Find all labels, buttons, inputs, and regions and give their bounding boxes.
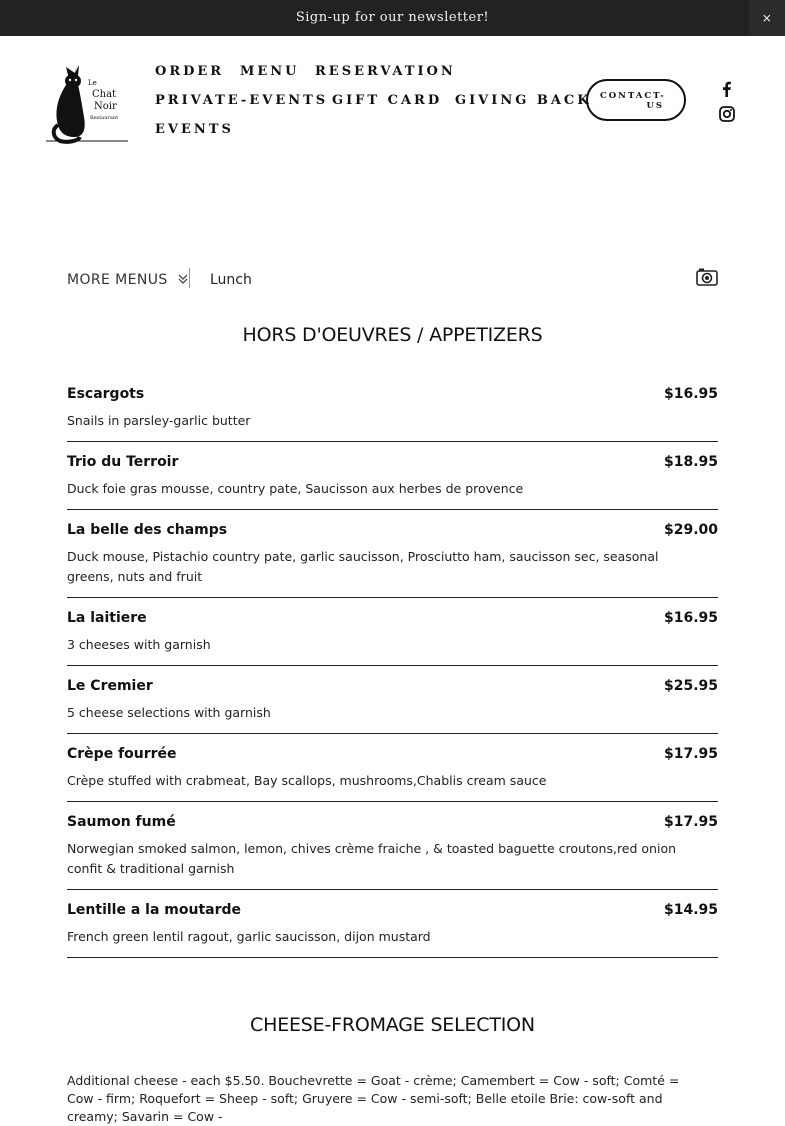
menu-item-description: 5 cheese selections with garnish (67, 705, 271, 720)
menu-item[interactable] (67, 890, 718, 958)
menu-item-description: French green lentil ragout, garlic saucisson, dijon mustard (67, 929, 431, 944)
menu-item-description: Crèpe stuffed with crabmeat, Bay scallops, mushrooms,Chablis cream sauce (67, 773, 547, 788)
menu-item-description: 3 cheeses with garnish (67, 637, 211, 652)
contact-us-label-line2: US (646, 101, 664, 111)
menu-item-description: Snails in parsley-garlic butter (67, 413, 251, 428)
appetizers-list (67, 374, 718, 958)
menu-item-name: Saumon fumé (67, 814, 176, 830)
logo-text-le: Le (88, 79, 97, 87)
logo-text-chat: Chat (92, 89, 117, 100)
menu-item[interactable] (67, 802, 718, 890)
menu-item-price: $14.95 (663, 902, 718, 918)
facebook-link[interactable] (718, 80, 736, 98)
black-cat-logo-icon (44, 57, 130, 145)
nav-item-order[interactable]: ORDER (155, 64, 225, 79)
more-menus-label: MORE MENUS (67, 272, 168, 288)
close-banner-button[interactable] (749, 0, 785, 36)
facebook-icon (718, 80, 736, 98)
menu-item-price: $25.95 (663, 678, 718, 694)
nav-item-gift-card[interactable]: GIFT CARD (332, 93, 443, 108)
restaurant-logo[interactable] (44, 57, 130, 145)
instagram-icon (718, 105, 736, 123)
menu-item-description: Duck foie gras mousse, country pate, Saucisson aux herbes de provence (67, 481, 524, 496)
logo-text-noir: Noir (94, 101, 117, 112)
menu-selector-divider (189, 268, 190, 288)
section-title-appetizers: HORS D'OEUVRES / APPETIZERS (242, 324, 543, 346)
menu-item-name: Crèpe fourrée (67, 746, 177, 762)
menu-item[interactable] (67, 442, 718, 510)
menu-item-price: $29.00 (663, 522, 718, 538)
menu-item-name: Lentille a la moutarde (67, 902, 242, 918)
current-menu-lunch[interactable]: Lunch (210, 272, 252, 288)
menu-item[interactable] (67, 666, 718, 734)
nav-item-menu[interactable]: MENU (240, 64, 300, 79)
menu-item[interactable] (67, 734, 718, 802)
menu-item[interactable] (67, 598, 718, 666)
menu-item-price: $16.95 (663, 610, 718, 626)
menu-item[interactable] (67, 510, 718, 598)
menu-item-name: Le Cremier (67, 678, 153, 694)
photo-view-toggle[interactable] (696, 267, 718, 287)
close-icon: × (761, 11, 773, 25)
menu-item-price: $16.95 (663, 386, 718, 402)
menu-item-price: $17.95 (663, 746, 718, 762)
cheese-section-description: Additional cheese - each $5.50. Bouchevrette = Goat - crème; Camembert = Cow - soft; Comté = Cow - firm; Roquefort = Sheep - soft; Gruyere = Cow - semi-soft; Belle etoile Brie: cow-soft and creamy; Savarin = Cow - (67, 1073, 680, 1124)
menu-item-name: La laitiere (67, 610, 147, 626)
nav-item-giving-back[interactable]: GIVING BACK (455, 93, 592, 108)
menu-item-price: $18.95 (663, 454, 718, 470)
double-chevron-down-icon (178, 273, 188, 285)
logo-text-restaurant: Restaurant (90, 115, 119, 121)
section-title-cheese: CHEESE-FROMAGE SELECTION (250, 1014, 535, 1036)
menu-item-name: Escargots (67, 386, 145, 402)
menu-item-price: $17.95 (663, 814, 718, 830)
menu-selector-bar (67, 268, 718, 292)
newsletter-banner (0, 0, 785, 36)
nav-item-reservation[interactable]: RESERVATION (315, 64, 456, 79)
menu-item-description: Duck mouse, Pistachio country pate, garlic saucisson, Prosciutto ham, saucisson sec, seasonal greens, nuts and fruit (67, 549, 659, 584)
instagram-link[interactable] (718, 105, 736, 123)
newsletter-signup-link[interactable]: Sign-up for our newsletter! (295, 10, 490, 25)
nav-item-private-events[interactable]: PRIVATE-EVENTS (155, 93, 329, 108)
menu-item-description: Norwegian smoked salmon, lemon, chives crème fraiche , & toasted baguette croutons,red onion confit & traditional garnish (67, 841, 677, 876)
camera-icon (696, 267, 718, 287)
nav-item-events[interactable]: EVENTS (155, 122, 234, 137)
more-menus-dropdown[interactable] (67, 272, 188, 288)
contact-us-label-line1: CONTACT- (600, 91, 666, 101)
menu-item[interactable] (67, 374, 718, 442)
menu-item-name: Trio du Terroir (67, 454, 179, 470)
menu-item-name: La belle des champs (67, 522, 228, 538)
contact-us-button[interactable] (586, 79, 686, 121)
